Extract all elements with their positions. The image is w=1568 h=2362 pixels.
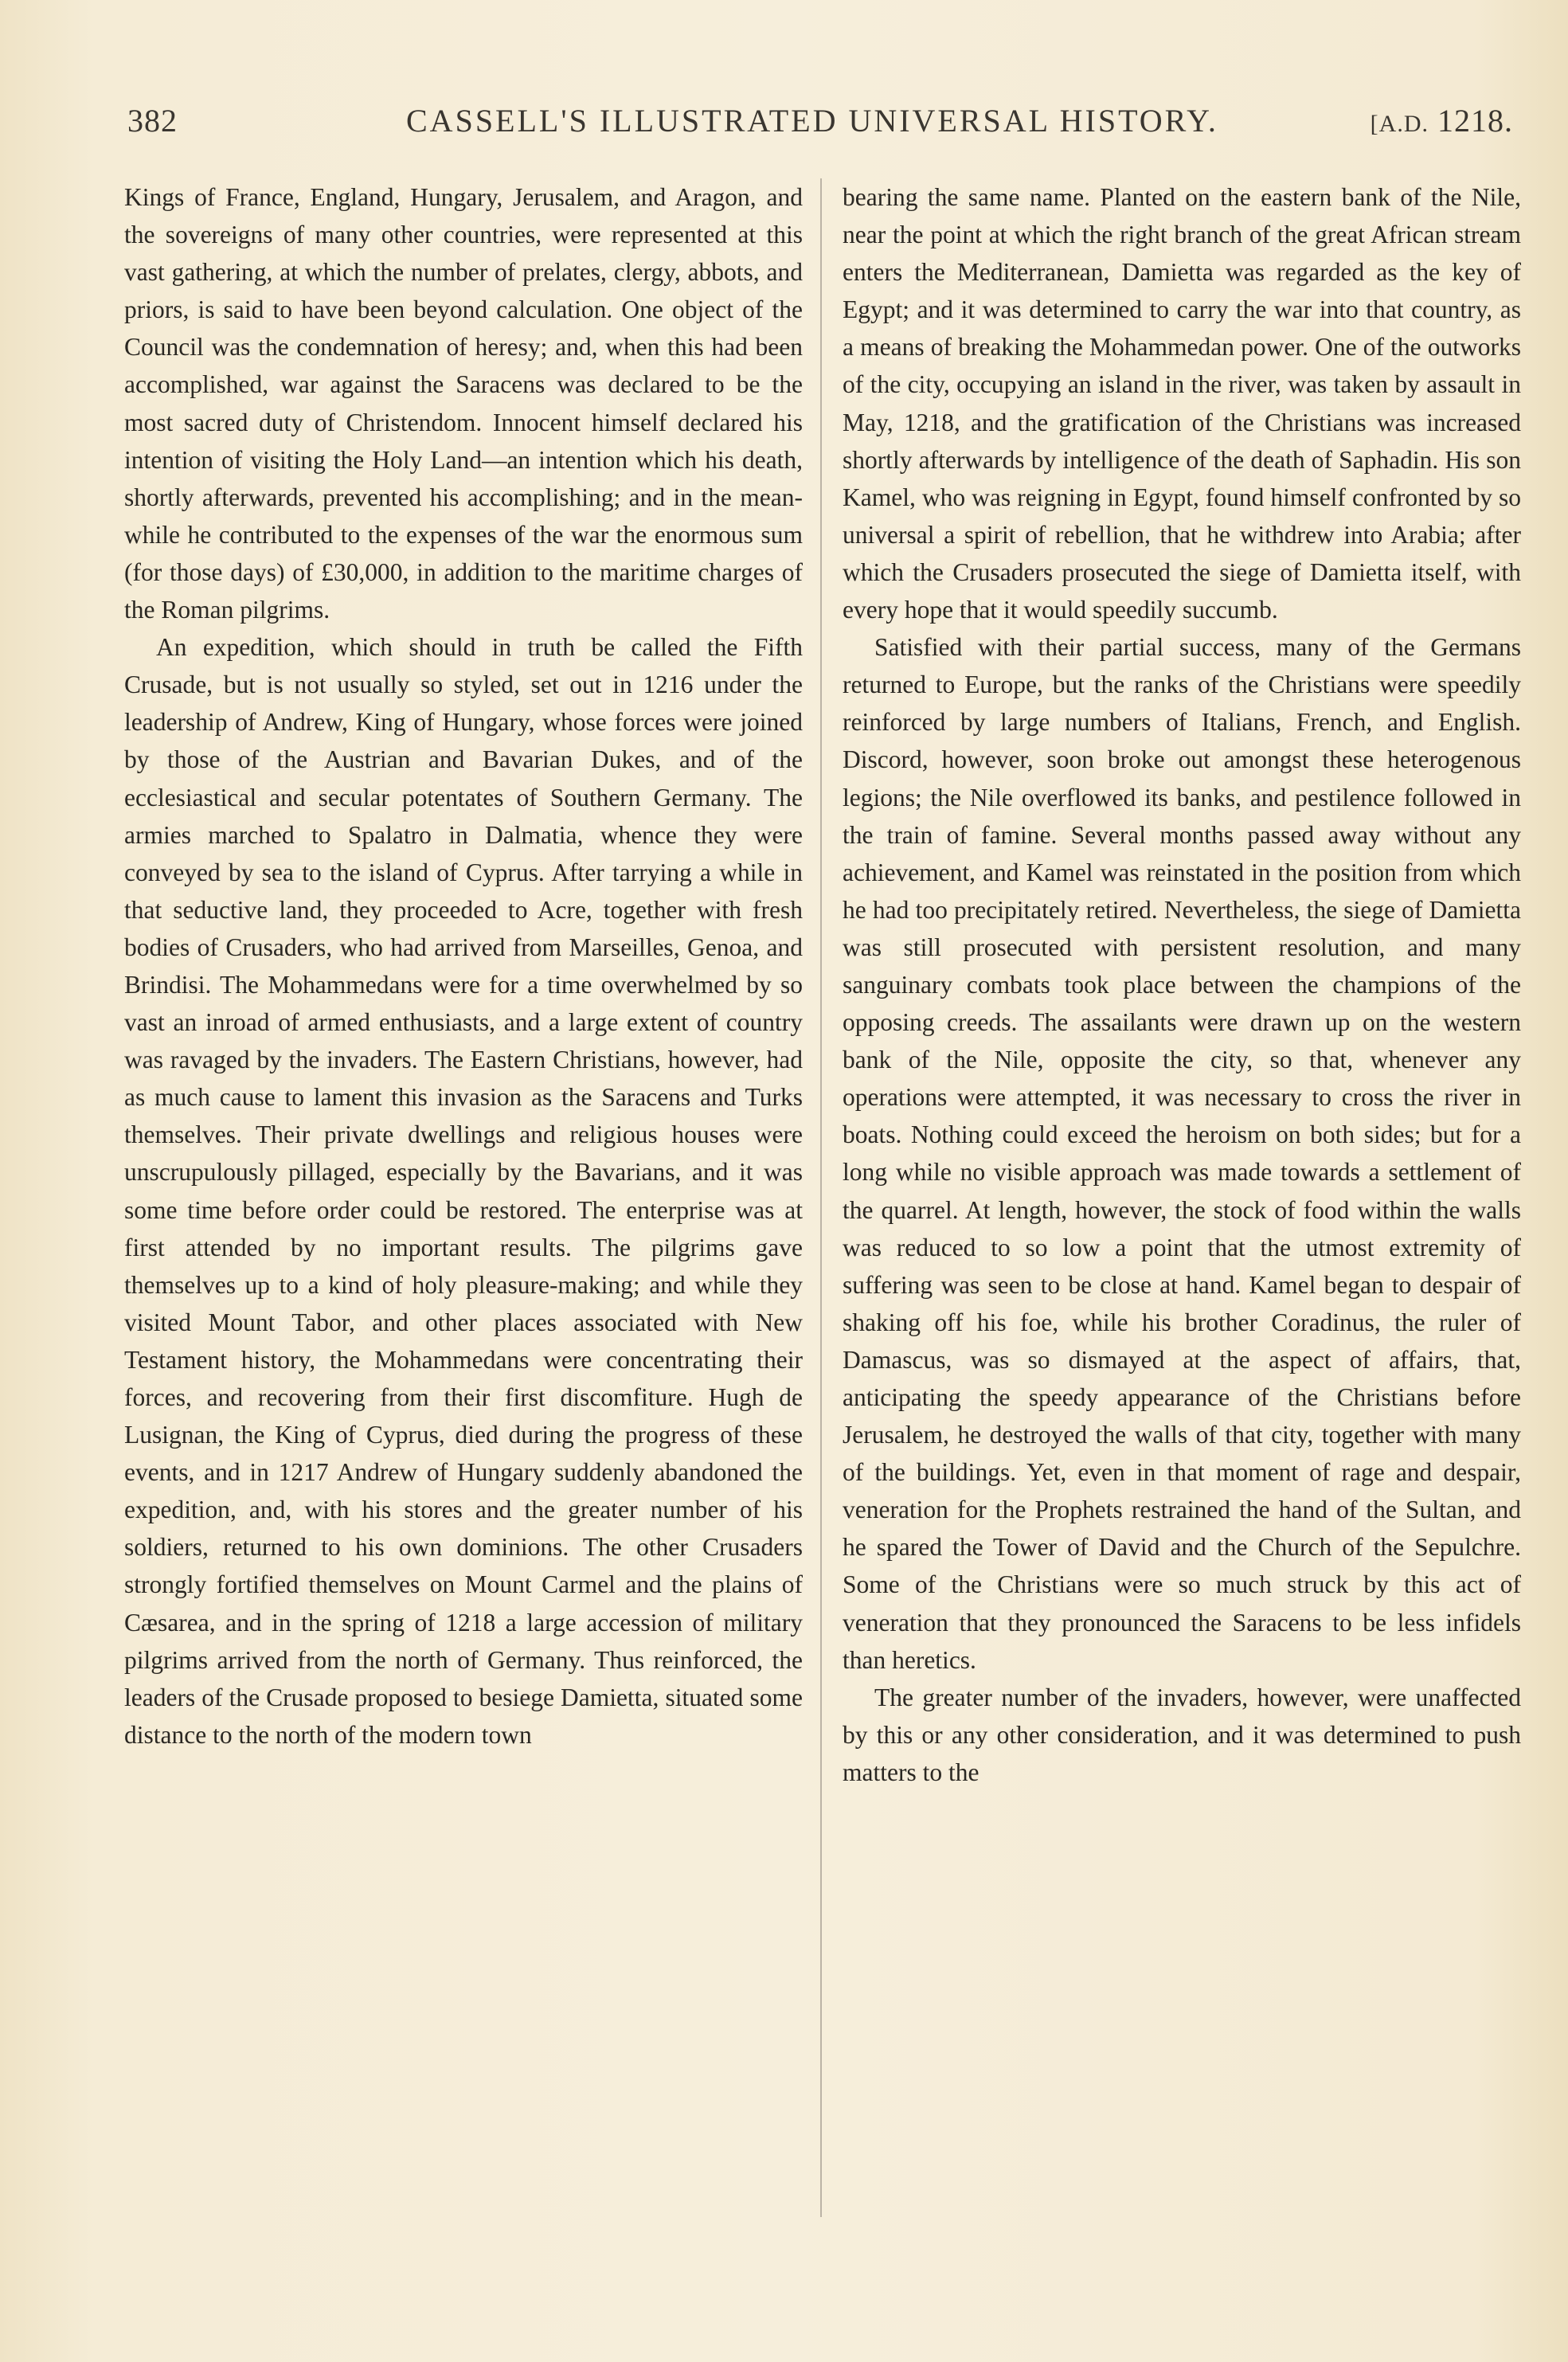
page-number: 382: [127, 103, 178, 139]
paragraph: bearing the same name. Planted on the eastern bank of the Nile, near the point at which the right branch of the great African stream enters the Mediterranean, Damietta was regarded as the key of Egypt; and it was determined to carry the war into that country, as a means of breaking the Mohammedan power. One of the outworks of the city, occupying an island in the river, was taken by assault in May, 1218, and the gratification of the Christians was increased shortly afterwards by intelligence of the death of Saphadin. His son Kamel, who was reigning in Egypt, found himself confronted by so universal a spirit of rebellion, that he withdrew into Arabia; after which the Crusaders prosecuted the siege of Damietta itself, with every hope that it would speedily succumb.: [843, 183, 1521, 624]
header-date: [1371, 102, 1513, 139]
paragraph: An expedition, which should in truth be called the Fifth Crusade, but is not usually so styled, set out in 1216 under the leadership of Andrew, King of Hungary, whose forces were joined by those of the Austrian and Bavarian Dukes, and of the ecclesiastical and secular potentates of Southern Germany. The armies marched to Spalatro in Dalmatia, whence they were conveyed by sea to the island of Cyprus. After tarrying a while in that seductive land, they proceeded to Acre, together with fresh bodies of Crusaders, who had arrived from Marseilles, Genoa, and Brindisi. The Mohammedans were for a time overwhelmed by so vast an inroad of armed enthusiasts, and a large extent of country was ravaged by the invaders. The Eastern Christians, however, had as much cause to lament this invasion as the Saracens and Turks themselves. Their private dwellings and religious houses were unscrupulously pillaged, especially by the Bavarians, and it was some time before order could be restored. The enterprise was at first attended by no important results. The pilgrims gave themselves up to a kind of holy pleasure-making; and while they visited Mount Tabor, and other places associated with New Testament history, the Mohammedans were concentrating their forces, and recovering from their first discomfiture. Hugh de Lusignan, the King of Cyprus, died during the progress of these events, and in 1217 Andrew of Hungary suddenly abandoned the expedition, and, with his stores and the greater number of his soldiers, returned to his own dominions. The other Crusaders strongly fortified themselves on Mount Carmel and the plains of Cæsarea, and in the spring of 1218 a large accession of military pilgrims arrived from the north of Germany. Thus reinforced, the leaders of the Crusade proposed to besiege Damietta, situated some distance to the north of the modern town: [124, 633, 803, 1749]
date-prefix: [A.D.: [1370, 111, 1429, 137]
left-column: [124, 178, 803, 1754]
running-title: CASSELL'S ILLUSTRATED UNIVERSAL HISTORY.: [406, 103, 1218, 139]
paragraph: The greater number of the invaders, however, were unaffected by this or any other consideration, and it was determined to push matters to the: [843, 1683, 1521, 1786]
column-divider: [820, 178, 822, 2217]
paragraph: Kings of France, England, Hungary, Jerusalem, and Aragon, and the sovereigns of many other countries, were represented at this vast gathering, at which the number of prelates, clergy, abbots, and priors, is said to have been beyond calculation. One object of the Council was the condemnation of heresy; and, when this had been accomplished, war against the Saracens was declared to be the most sacred duty of Christendom. Innocent himself declared his intention of visiting the Holy Land—an intention which his death, shortly afterwards, prevented his accomplishing; and in the mean-while he contributed to the expenses of the war the enormous sum (for those days) of £30,000, in addition to the maritime charges of the Roman pilgrims.: [124, 183, 803, 624]
right-column: [843, 178, 1521, 1791]
running-header: [127, 102, 1513, 150]
date-year: 1218.: [1437, 103, 1513, 139]
paragraph: Satisfied with their partial success, many of the Germans returned to Europe, but the ranks of the Christians were speedily reinforced by large numbers of Italians, French, and English. Discord, however, soon broke out amongst these heterogenous legions; the Nile overflowed its banks, and pestilence followed in the train of famine. Several months passed away without any achievement, and Kamel was reinstated in the position from which he had too precipitately retired. Nevertheless, the siege of Damietta was still prosecuted with persistent resolution, and many sanguinary combats took place between the champions of the opposing creeds. The assailants were drawn up on the western bank of the Nile, opposite the city, so that, whenever any operations were attempted, it was necessary to cross the river in boats. Nothing could exceed the heroism on both sides; but for a long while no visible approach was made towards a settlement of the quarrel. At length, however, the stock of food within the walls was reduced to so low a point that the utmost extremity of suffering was seen to be close at hand. Kamel began to despair of shaking off his foe, while his brother Coradinus, the ruler of Damascus, was so dismayed at the aspect of affairs, that, anticipating the speedy appearance of the Christians before Jerusalem, he destroyed the walls of that city, together with many of the buildings. Yet, even in that moment of rage and despair, veneration for the Prophets restrained the hand of the Sultan, and he spared the Tower of David and the Church of the Sepulchre. Some of the Christians were so much struck by this act of veneration that they pronounced the Saracens to be less infidels than heretics.: [843, 633, 1521, 1674]
